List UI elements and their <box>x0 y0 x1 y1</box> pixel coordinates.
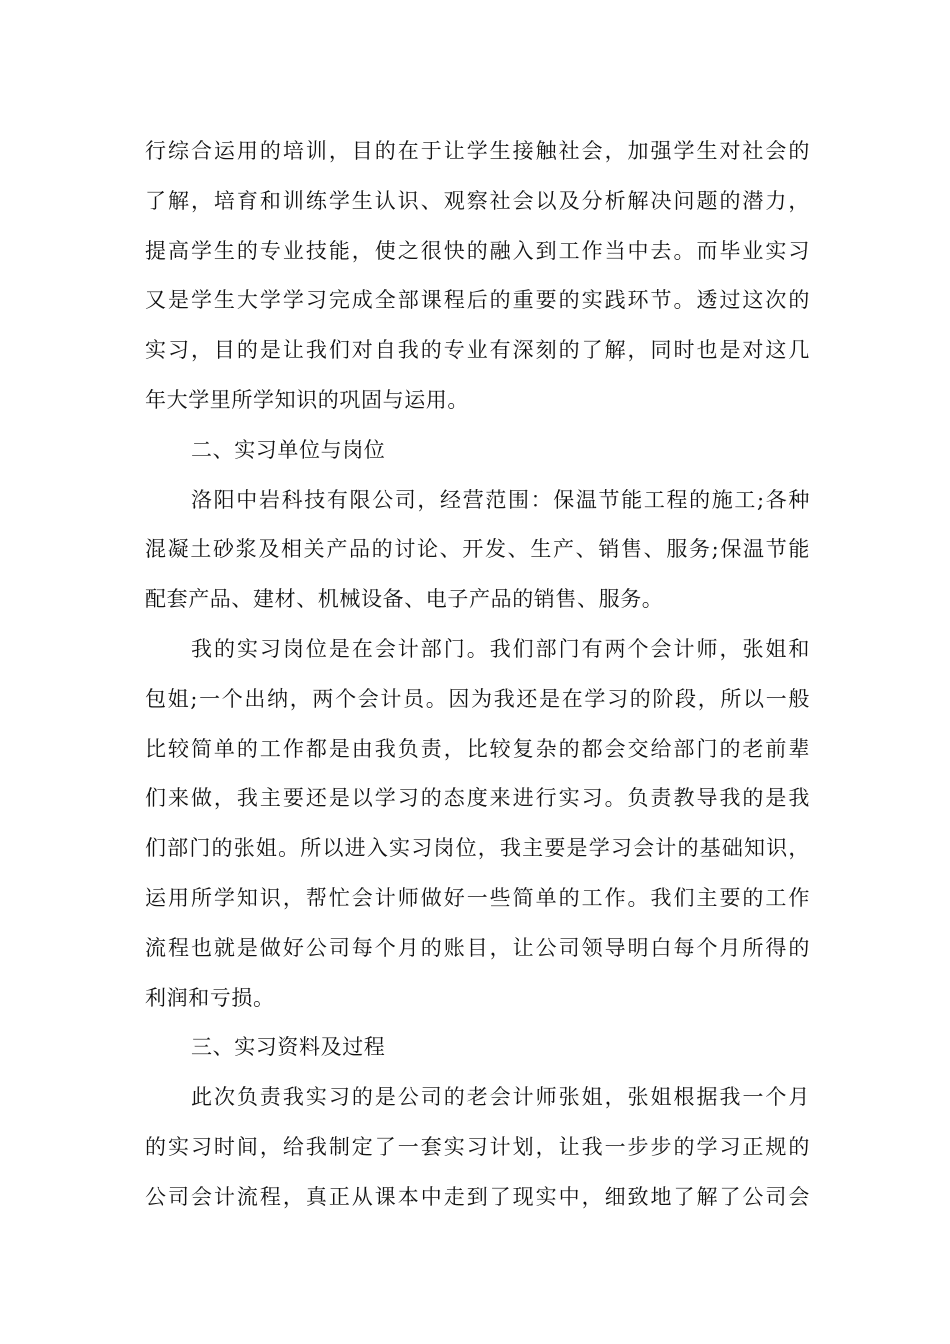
paragraph-line: 配套产品、建材、机械设备、电子产品的销售、服务。 <box>145 587 664 612</box>
document-body <box>145 127 810 1223</box>
paragraph-line: 此次负责我实习的是公司的老会计师张姐，张姐根据我一个月 <box>191 1085 810 1110</box>
paragraph <box>145 1073 810 1222</box>
paragraph-line: 包姐;一个出纳，两个会计员。因为我还是在学习的阶段，所以一般 <box>145 686 810 711</box>
paragraph-line: 又是学生大学学习完成全部课程后的重要的实践环节。透过这次的 <box>145 288 810 313</box>
paragraph-line: 的实习时间，给我制定了一套实习计划，让我一步步的学习正规的 <box>145 1134 810 1159</box>
paragraph-line: 了解，培育和训练学生认识、观察社会以及分析解决问题的潜力， <box>145 188 810 213</box>
paragraph-line: 运用所学知识，帮忙会计师做好一些简单的工作。我们主要的工作 <box>145 885 810 910</box>
paragraph-line: 提高学生的专业技能，使之很快的融入到工作当中去。而毕业实习 <box>145 238 810 263</box>
paragraph-line: 混凝土砂浆及相关产品的讨论、开发、生产、销售、服务;保温节能 <box>145 537 810 562</box>
paragraph-line: 我的实习岗位是在会计部门。我们部门有两个会计师，张姐和 <box>191 636 810 661</box>
paragraph-line: 流程也就是做好公司每个月的账目，让公司领导明白每个月所得的 <box>145 935 810 960</box>
paragraph-line: 年大学里所学知识的巩固与运用。 <box>145 387 469 412</box>
paragraph-line: 洛阳中岩科技有限公司，经营范围：保温节能工程的施工;各种 <box>191 487 810 512</box>
paragraph <box>145 127 810 426</box>
paragraph-line: 利润和亏损。 <box>145 985 275 1010</box>
paragraph-line: 实习，目的是让我们对自我的专业有深刻的了解，同时也是对这几 <box>145 338 810 363</box>
heading-text: 二、实习单位与岗位 <box>191 437 386 462</box>
paragraph-line: 比较简单的工作都是由我负责，比较复杂的都会交给部门的老前辈 <box>145 736 810 761</box>
section-heading <box>145 426 810 476</box>
paragraph-line: 们部门的张姐。所以进入实习岗位，我主要是学习会计的基础知识， <box>145 836 810 861</box>
section-heading <box>145 1023 810 1073</box>
paragraph-line: 公司会计流程，真正从课本中走到了现实中，细致地了解了公司会 <box>145 1184 810 1209</box>
heading-text: 三、实习资料及过程 <box>191 1035 386 1060</box>
paragraph <box>145 476 810 625</box>
paragraph-line: 行综合运用的培训，目的在于让学生接触社会，加强学生对社会的 <box>145 139 810 163</box>
paragraph <box>145 625 810 1023</box>
paragraph-line: 们来做，我主要还是以学习的态度来进行实习。负责教导我的是我 <box>145 786 810 811</box>
